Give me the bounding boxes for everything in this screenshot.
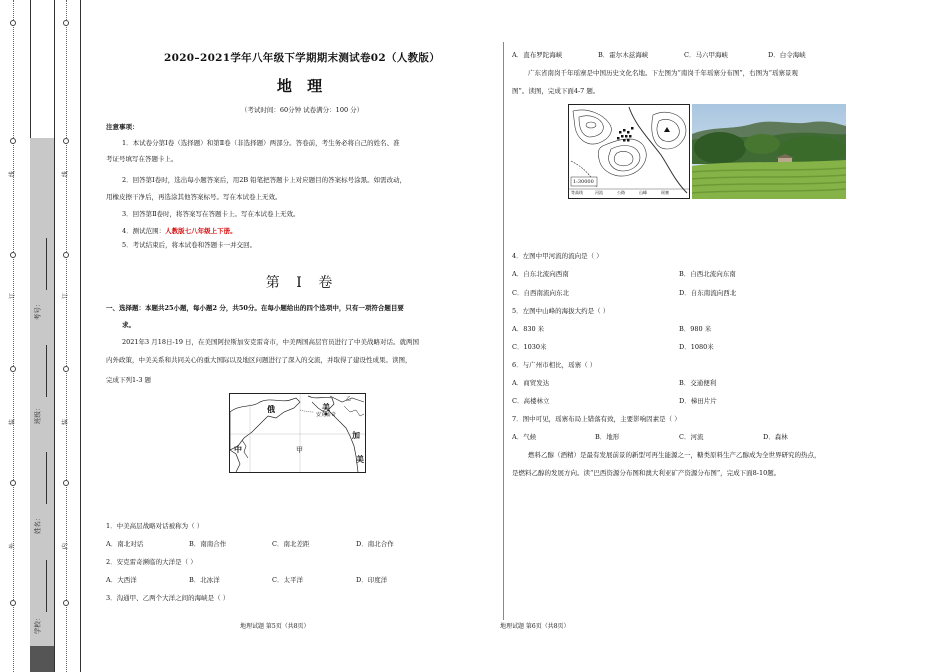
- question-6: 6．与广州市相比，瑶寨（ ）: [512, 361, 597, 369]
- q7-option-d[interactable]: D．森林: [763, 433, 788, 441]
- legend-village: 瑶寨: [661, 190, 669, 195]
- notes-line: 1．本试卷分第Ⅰ卷（选择题）和第Ⅱ卷（非选择题）两部分。答卷前，考生务必将自己的姓名、准: [122, 139, 400, 147]
- q1-option-b[interactable]: B．南南合作: [189, 540, 227, 548]
- q5-option-d[interactable]: D．1080米: [679, 343, 714, 351]
- q7-option-a[interactable]: A．气候: [512, 433, 537, 441]
- q2-option-d[interactable]: D．印度洋: [356, 576, 388, 584]
- q6-option-a[interactable]: A．商贸发达: [512, 379, 550, 387]
- binding-rule: [80, 0, 81, 672]
- notes-line: 2．回答第Ⅰ卷时，选出每小题答案后，用2B 铅笔把答题卡上对应题目的答案标号涂黑。如需改动，: [122, 176, 407, 184]
- q5-option-a[interactable]: A．830 米: [512, 325, 545, 333]
- notes-line: 5．考试结束后，将本试卷和答题卡一并交回。: [122, 241, 257, 249]
- passage-line: 图”。读图，完成下面4-7 题。: [512, 87, 600, 95]
- q3-option-d[interactable]: D．白令海峡: [768, 51, 806, 59]
- legend-peak: 山峰: [639, 190, 647, 195]
- outer-mark: 线: [8, 171, 16, 178]
- q1-option-d[interactable]: D．南北合作: [356, 540, 394, 548]
- q1-option-a[interactable]: A．南北对话: [106, 540, 144, 548]
- legend-contour: 等高线: [571, 190, 583, 195]
- inner-mark: 订: [61, 293, 69, 300]
- notes-scope-value: 人教版七八年级上下册。: [165, 227, 237, 235]
- q6-option-b[interactable]: B．交通便利: [679, 379, 717, 387]
- question-3: 3．沟通甲、乙两个大洋之间的海峡是（ ）: [106, 594, 230, 602]
- q7-option-b[interactable]: B．地形: [595, 433, 620, 441]
- q5-option-b[interactable]: B．980 米: [679, 325, 712, 333]
- map-label-ocean-a: 甲: [296, 446, 303, 454]
- question-4: 4．左图中甲河流的流向是（ ）: [512, 252, 603, 260]
- q3-option-b[interactable]: B．霍尔木兹海峡: [598, 51, 649, 59]
- exam-info: （考试时间：60分钟 试卷满分：100 分）: [240, 106, 364, 114]
- inner-mark: 线: [61, 171, 69, 178]
- map-label-anchorage: 安克雷奇: [316, 412, 337, 418]
- notes-line: 3．回答第Ⅱ卷时，将答案写在答题卡上。写在本试卷上无效。: [122, 210, 300, 218]
- section-instruction: 一、选择题：本题共25小题，每小题2 分，共50分。在每小题给出的四个选项中，只有一项符合题目要: [106, 304, 404, 312]
- class-field[interactable]: [46, 345, 47, 397]
- notes-line-scope: [122, 227, 237, 236]
- passage-line: 完成下列1-3 题: [106, 376, 152, 384]
- q5-option-c[interactable]: C．1030米: [512, 343, 547, 351]
- q6-option-d[interactable]: D．梯田片片: [679, 397, 717, 405]
- notes-line: 用橡皮擦干净后，再选涂其他答案标号。写在本试卷上无效。: [106, 193, 282, 201]
- school-field[interactable]: [46, 560, 47, 612]
- map-label-canada: 加: [352, 430, 360, 440]
- legend-road: 公路: [617, 190, 625, 195]
- pacific-map-drawing: [230, 394, 365, 472]
- section-title: 第 Ⅰ 卷: [265, 275, 339, 291]
- outer-mark: 装: [8, 419, 16, 426]
- q4-option-c[interactable]: C．自西南流向东北: [512, 289, 569, 297]
- passage-line: 2021年3 月18日-19 日，在美国阿拉斯加安克雷奇市，中美两国高层官员进行了中美战略对话。就两国: [122, 338, 420, 346]
- q4-option-a[interactable]: A．自东北流向西南: [512, 270, 569, 278]
- question-1: 1．中美高层战略对话被称为（ ）: [106, 522, 204, 530]
- q3-option-a[interactable]: A．直布罗陀海峡: [512, 51, 563, 59]
- inner-mark: 内: [61, 543, 69, 550]
- notes-heading: 注意事项：: [106, 123, 139, 131]
- map-label-russia: 俄: [267, 404, 275, 414]
- q3-option-c[interactable]: C．马六甲海峡: [684, 51, 728, 59]
- outer-mark: 外: [8, 543, 16, 550]
- yaozhai-map: [568, 104, 690, 199]
- footer-right: 地理试题 第6页（共8页）: [500, 623, 570, 630]
- subject-title: 地 理: [276, 77, 328, 95]
- q2-option-a[interactable]: A．大西洋: [106, 576, 137, 584]
- binding-shade-dark: [30, 646, 54, 672]
- passage-line: 广东省南岗千年瑶寨是中国历史文化名地。下左图为“南岗千年瑶寨分布图”，右图为“瑶寨景观: [528, 69, 798, 77]
- inner-dotted-line: [66, 0, 67, 672]
- footer-left: 地理试题 第5页（共8页）: [240, 623, 310, 630]
- q4-option-d[interactable]: D．自东南流向西北: [679, 289, 737, 297]
- q2-option-b[interactable]: B．北冰洋: [189, 576, 220, 584]
- yaozhai-landscape-photo: [692, 104, 846, 199]
- passage-line: 内外政策，中美关系和共同关心的重大国际以及地区问题进行了深入的交流，并取得了建设性成果。读图，: [106, 356, 412, 364]
- map-scale: 1:30000: [573, 179, 594, 185]
- notes-line: 考证号填写在答题卡上。: [106, 155, 178, 163]
- outer-mark: 订: [8, 293, 16, 300]
- q1-option-c[interactable]: C．南北差距: [272, 540, 310, 548]
- notes-scope-prefix: 4．测试范围：: [122, 227, 166, 235]
- map-label-usa-south: 美: [356, 454, 364, 464]
- map-label-ocean-b: 乙: [346, 396, 352, 402]
- q4-option-b[interactable]: B．自西北流向东南: [679, 270, 736, 278]
- map-label-usa: 美: [322, 402, 330, 412]
- name-field[interactable]: [46, 452, 47, 504]
- inner-mark: 装: [61, 419, 69, 426]
- section-instruction: 求。: [122, 321, 135, 329]
- legend-river: 河流: [595, 190, 603, 195]
- q2-option-c[interactable]: C．太平洋: [272, 576, 303, 584]
- question-5: 5．左图中山峰的海拔大约是（ ）: [512, 307, 610, 315]
- question-7: 7．图中可见，瑶寨布局上错落有致，主要影响因素是（ ）: [512, 415, 681, 423]
- name-label: 姓名：: [33, 514, 42, 535]
- pacific-map: [229, 393, 366, 473]
- question-2: 2．安克雷奇濒临的大洋是（ ）: [106, 558, 197, 566]
- map-label-china: 中: [234, 444, 242, 454]
- page-divider: [503, 42, 504, 620]
- exam-title: 2020–2021学年八年级下学期期末测试卷02（人教版）: [163, 52, 440, 64]
- exam-number-label: 考号：: [33, 300, 42, 321]
- school-label: 学校：: [33, 614, 42, 635]
- q7-option-c[interactable]: C．河流: [679, 433, 704, 441]
- landscape-illustration: [692, 104, 846, 199]
- passage-line: 燃料乙醇（酒精）是最有发展前景的新型可再生能源之一，糖类原料生产乙醇成为全世界研究的热点，: [528, 451, 821, 459]
- outer-dotted-line: [13, 0, 14, 672]
- passage-line: 是燃料乙醇的发展方向。读“巴西资源分布图和澳大利亚矿产资源分布图”，完成下面8-10题。: [512, 469, 781, 477]
- exam-number-field[interactable]: [46, 238, 47, 290]
- q6-option-c[interactable]: C．高楼林立: [512, 397, 550, 405]
- binding-rule: [54, 0, 55, 672]
- class-label: 班级：: [33, 404, 42, 425]
